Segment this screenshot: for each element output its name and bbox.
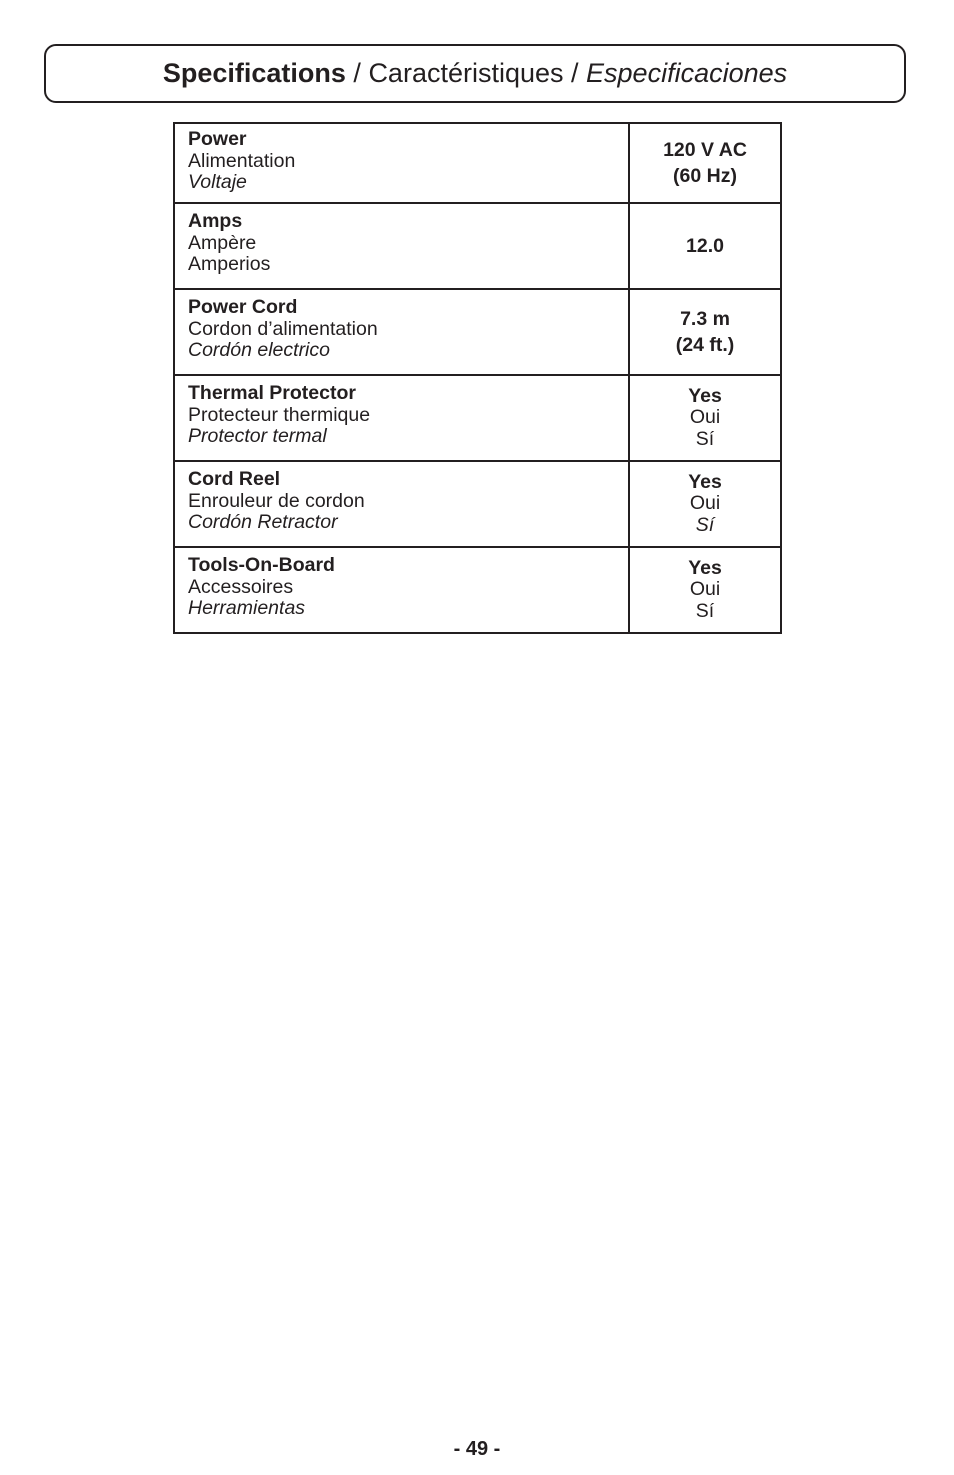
- spec-label-cell: [174, 289, 629, 375]
- label-english: Cord Reel: [188, 468, 281, 490]
- spec-value-cell: [629, 461, 781, 547]
- spec-label-cell: [174, 203, 629, 289]
- spec-label-cell: [174, 547, 629, 633]
- spec-value-cell: [629, 123, 781, 203]
- value-cord-metric: 7.3 m: [680, 308, 730, 330]
- title-english: Specifications: [162, 58, 346, 88]
- spec-row-cord-reel: [174, 461, 781, 547]
- spec-value-cell: [629, 289, 781, 375]
- label-english: Power: [188, 128, 247, 150]
- specifications-table: [173, 122, 782, 634]
- label-french: Enrouleur de cordon: [188, 489, 365, 512]
- label-french: Accessoires: [188, 575, 294, 598]
- spec-row-amps: [174, 203, 781, 289]
- value-spanish: Sí: [695, 513, 715, 536]
- spec-row-power-cord: [174, 289, 781, 375]
- label-spanish: Cordón electrico: [188, 339, 330, 361]
- value-spanish: Sí: [695, 599, 715, 622]
- label-french: Cordon d’alimentation: [188, 317, 378, 340]
- value-voltage: 120 V AC: [663, 139, 747, 161]
- spec-row-thermal-protector: [174, 375, 781, 461]
- label-french: Protecteur thermique: [188, 403, 371, 426]
- value-amps: 12.0: [686, 235, 724, 257]
- value-english: Yes: [688, 470, 722, 493]
- value-spanish: Sí: [695, 427, 715, 450]
- label-spanish: Voltaje: [188, 171, 247, 193]
- spec-value-cell: [629, 203, 781, 289]
- page-number: - 49 -: [453, 1438, 501, 1460]
- label-spanish: Cordón Retractor: [188, 511, 338, 533]
- label-english: Tools-On-Board: [188, 554, 335, 576]
- value-french: Oui: [689, 406, 721, 429]
- label-english: Amps: [188, 210, 243, 232]
- spec-row-tools-on-board: [174, 547, 781, 633]
- value-french: Oui: [689, 578, 721, 601]
- title-separator: /: [563, 58, 587, 88]
- label-english: Power Cord: [188, 296, 298, 318]
- label-french: Ampère: [188, 231, 257, 254]
- label-spanish: Amperios: [188, 253, 271, 275]
- spec-value-cell: [629, 547, 781, 633]
- label-spanish: Herramientas: [188, 597, 306, 619]
- label-spanish: Protector termal: [188, 425, 327, 447]
- spec-label-cell: [174, 123, 629, 203]
- value-cord-imperial: (24 ft.): [675, 334, 735, 356]
- value-french: Oui: [689, 492, 721, 515]
- label-french: Alimentation: [188, 149, 296, 172]
- label-english: Thermal Protector: [188, 382, 356, 404]
- title-separator: /: [345, 58, 369, 88]
- spec-label-cell: [174, 375, 629, 461]
- section-title: [44, 44, 906, 103]
- title-french: Caractéristiques: [368, 58, 564, 88]
- spec-row-power: [174, 123, 781, 203]
- spec-value-cell: [629, 375, 781, 461]
- title-spanish: Especificaciones: [586, 58, 788, 88]
- value-frequency: (60 Hz): [673, 165, 737, 187]
- value-english: Yes: [688, 384, 722, 407]
- spec-label-cell: [174, 461, 629, 547]
- value-english: Yes: [688, 556, 722, 579]
